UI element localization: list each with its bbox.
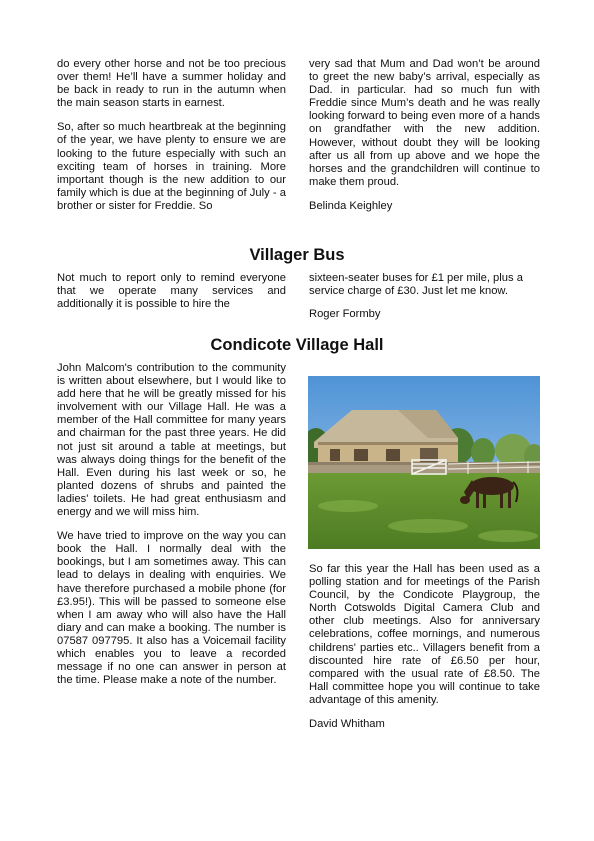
section2-left-paragraph: Not much to report only to remind everyone that we operate many services and additionally it is possible to hire the [57,272,286,311]
section1-right-paragraph: very sad that Mum and Dad won’t be around to greet the new baby’s arrival, especially as Dad. in particular. had so much fun with Freddie since Mum’s death and he was really looking forward to being even more of a hands on grandfather with the new addition. However, without doubt they will be looking after us all from up above and we hope the horses and the grandchildren will continue to make them proud. [309,58,540,188]
villager-bus-heading: Villager Bus [249,246,345,264]
section3-left-paragraph-1: John Malcom's contribution to the community is written about elsewhere, but I would like to add here that he will be greatly missed for his involvement with our Village Hall. He was a member of the Hall committee for many years and chairman for the past three years. He did not just sit around a table at meetings, but was always doing things for the benefit of the Hall. Even during his last week or so, he planted dozens of shrubs and painted the ladies' toilets. He had great enthusiasm and energy and we will miss him. [57,362,286,519]
village-hall-heading: Condicote Village Hall [210,336,384,354]
section3-signature: David Whitham [309,718,385,731]
section1-left-paragraph-2: So, after so much heartbreak at the beginning of the year, we have plenty to ensure we are looking to the future especially with such an exciting team of horses in training. More important though is the new addition to our family which is due at the beginning of July - a brother or sister for Freddie. So [57,121,286,212]
section1-left-paragraph-1: do every other horse and not be too precious over them! He’ll have a summer holiday and be back in ready to run in the autumn when the main season starts in earnest. [57,58,286,110]
section3-right-paragraph: So far this year the Hall has been used as a polling station and for meetings of the Parish Council, by the Condicote Playgroup, the North Cotswolds Digital Camera Club and other club meetings. Also for anniversary celebrations, coffee mornings, and numerous childrens' parties etc.. Villagers benefit from a discounted hire rate of £6.50 per hour, compared with the usual rate of £8.50. The Hall committee hope you will continue to take advantage of this amenity. [309,563,540,706]
section3-right-column [309,563,540,742]
section2-right-column [309,272,540,332]
section1-left-column [57,58,286,224]
section1-signature: Belinda Keighley [309,199,393,212]
section2-signature: Roger Formby [309,308,381,321]
section3-left-paragraph-2: We have tried to improve on the way you can book the Hall. I normally deal with the bookings, but I am sometimes away. This can lead to delays in dealing with enquiries. We have therefore purchased a mobile phone (for £3.95!). This will be passed to someone else when I am away who will also have the Hall diary and can make a booking. The number is 07587 097795. It also has a Voicemail facility which enables you to leave a recorded message if no one can answer in person at the time. Please make a note of the number. [57,530,286,687]
section1-right-column [309,58,540,224]
section2-left-column [57,272,286,322]
village-hall-photo [308,376,540,549]
section2-right-paragraph: sixteen-seater buses for £1 per mile, plus a service charge of £30. Just let me know. [309,272,523,298]
section3-left-column [57,362,286,698]
